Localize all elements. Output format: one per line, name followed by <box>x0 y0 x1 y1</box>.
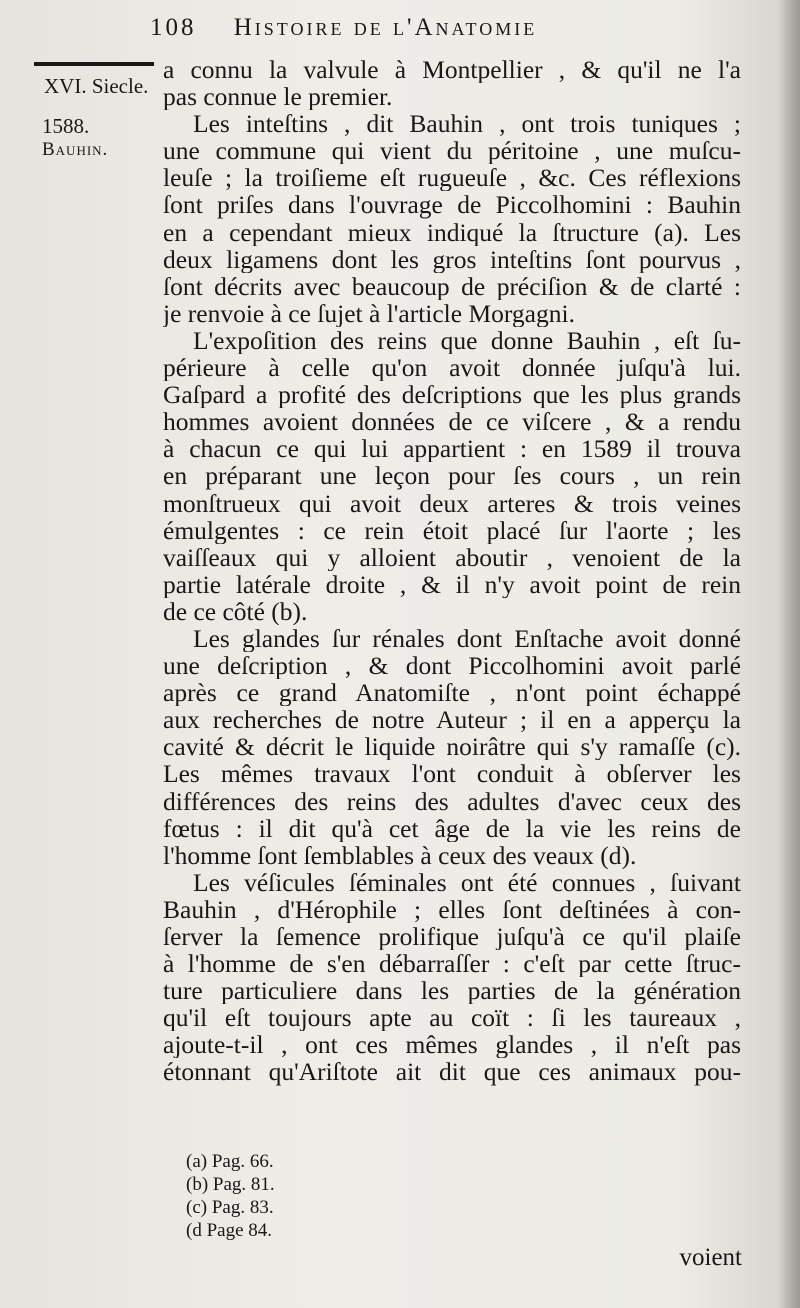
footnote: (c) Pag. 83. <box>186 1197 274 1218</box>
text-line: L'expoſition des reins que donne Bauhin , eſt ſu- <box>193 326 741 355</box>
text-line: qu'il eſt toujours apte au coït : ſi les taureaux , <box>163 1004 741 1032</box>
text-line: Gaſpard a profité des deſcriptions que les plus grands <box>163 381 741 409</box>
text-line: périeure à celle qu'on avoit donnée juſqu'à lui. <box>163 354 741 382</box>
text-line: je renvoie à ce ſujet à l'article Morgagni. <box>163 299 575 327</box>
text-line: monſtrueux qui avoit deux arteres & trois veines <box>163 489 741 517</box>
text-line: l'homme ſont ſemblables à ceux des veaux (d). <box>163 841 637 869</box>
margin-rule <box>34 62 154 66</box>
text-line: cavité & décrit le liquide noirâtre qui s'y ramaſſe (c). <box>163 733 741 761</box>
text-line: partie latérale droite , & il n'y avoit point de rein <box>163 570 741 598</box>
text-line: pas connue le premier. <box>163 83 393 111</box>
text-line: de ce côté (b). <box>163 597 308 625</box>
footnotes <box>186 1150 386 1242</box>
text-line: émulgentes : ce rein étoit placé ſur l'aorte ; les <box>163 516 741 544</box>
text-line: ſont priſes dans l'ouvrage de Piccolhomini : Bauhin <box>163 191 741 219</box>
running-head <box>150 14 670 42</box>
text-line: Bauhin , d'Hérophile ; elles ſont deſtinées à con- <box>163 895 741 923</box>
catchword: voient <box>679 1244 742 1271</box>
text-line: leuſe ; la troiſieme eſt rugueuſe , &c. Ces réflexions <box>163 164 741 192</box>
text-line: hommes avoient données de ce viſcere , & a rendu <box>163 408 741 436</box>
text-line: en préparant une leçon pour ſes cours , un rein <box>163 462 741 490</box>
text-line: deux ligamens dont les gros inteſtins ſont pourvus , <box>163 245 741 273</box>
margin-author: Bauhin. <box>42 139 109 160</box>
page-edge-shadow <box>778 0 800 1308</box>
text-line: à l'homme de s'en débarraſſer : c'eſt par cette ſtruc- <box>163 950 741 978</box>
text-line: ajoute-t-il , ont ces mêmes glandes , il n'eſt pas <box>163 1031 741 1059</box>
text-line: ſont décrits avec beaucoup de préciſion & de clarté : <box>163 272 741 300</box>
text-line: à chacun ce qui lui appartient : en 1589 il trouva <box>163 435 741 463</box>
text-line: ture particuliere dans les parties de la génération <box>163 977 741 1005</box>
text-line: Les mêmes travaux l'ont conduit à obſerver les <box>163 760 741 788</box>
text-line: étonnant qu'Ariſtote ait dit que ces animaux pou- <box>163 1058 741 1086</box>
page-number: 108 <box>150 14 197 41</box>
text-line: a connu la valvule à Montpellier , & qu'il ne l'a <box>163 56 741 84</box>
running-title: Histoire de l'Anatomie <box>233 14 538 41</box>
text-line: Les véſicules ſéminales ont été connues , ſuivant <box>193 868 741 896</box>
footnote: (a) Pag. 66. <box>186 1151 274 1172</box>
text-line: une commune qui vient du péritoine , une muſcu- <box>163 137 741 165</box>
text-line: fœtus : il dit qu'à cet âge de la vie les reins de <box>163 814 741 842</box>
text-line: Les glandes ſur rénales dont Enſtache avoit donné <box>193 624 741 653</box>
margin-year: 1588. <box>42 114 90 138</box>
text-line: ſerver la ſemence prolifique juſqu'à ce qu'il plaiſe <box>163 923 741 951</box>
footnote: (d Page 84. <box>186 1220 273 1241</box>
body-text <box>163 56 741 1086</box>
text-line: une deſcription , & dont Piccolhomini avoit parlé <box>163 652 741 680</box>
text-line: après ce grand Anatomiſte , n'ont point échappé <box>163 679 741 707</box>
text-line: en a cependant mieux indiqué la ſtructure (a). Les <box>163 218 741 246</box>
text-line: vaiſſeaux qui y alloient aboutir , venoient de la <box>163 543 741 571</box>
margin-century: XVI. Siecle. <box>44 74 149 98</box>
footnote: (b) Pag. 81. <box>186 1174 275 1195</box>
text-line: Les inteſtins , dit Bauhin , ont trois tuniques ; <box>193 110 741 138</box>
text-line: différences des reins des adultes d'avec ceux des <box>163 787 741 815</box>
text-line: aux recherches de notre Auteur ; il en a apperçu la <box>163 706 741 734</box>
